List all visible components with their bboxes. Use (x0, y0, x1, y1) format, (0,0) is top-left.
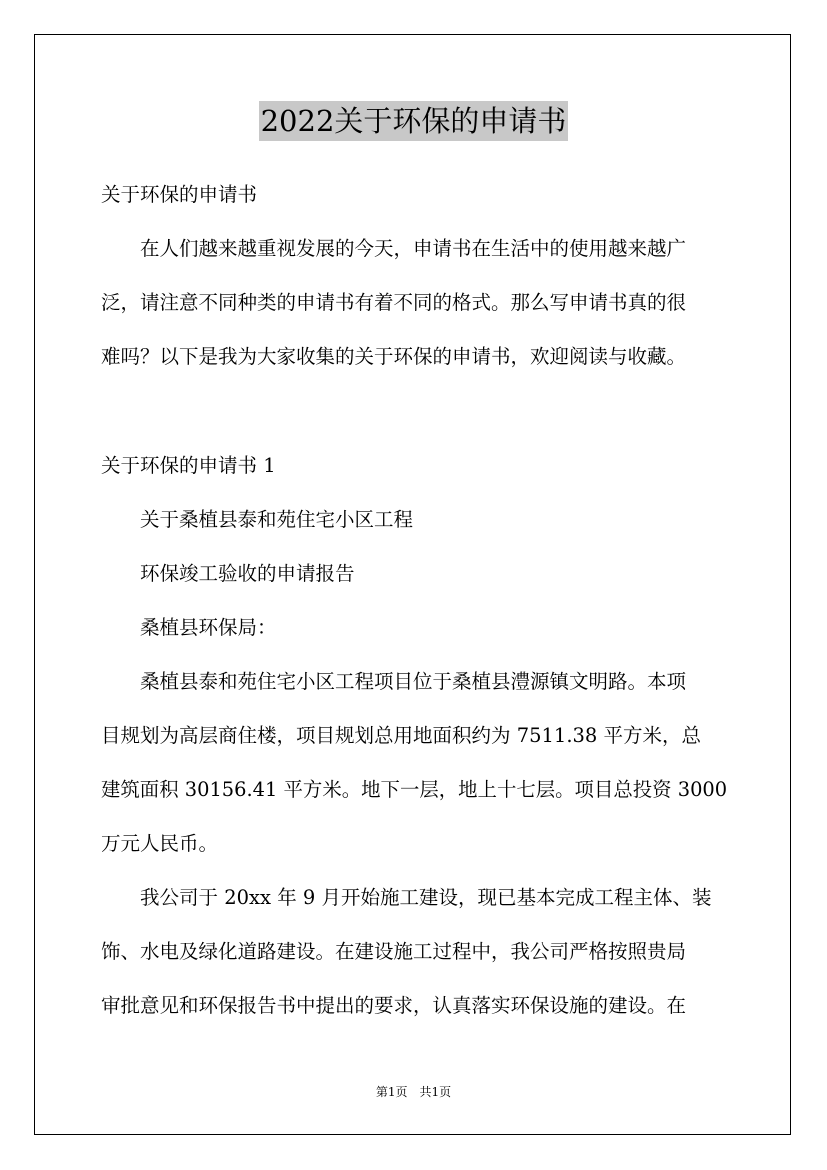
paragraph-2-line-2: 饰、水电及绿化道路建设。在建设施工过程中，我公司严格按照贵局 (101, 940, 687, 963)
intro-line-1 (101, 236, 725, 262)
letter-heading-2: 环保竣工验收的申请报告 (101, 562, 355, 585)
title-container (0, 101, 827, 141)
page-number-text: 第1页 共1页 (375, 1085, 452, 1099)
intro-line-2 (101, 290, 725, 316)
page-footer (0, 1084, 827, 1100)
paragraph-1-line-2: 目规划为高层商住楼，项目规划总用地面积约为 7511.38 平方米，总 (101, 724, 702, 747)
section-heading: 关于环保的申请书 1 (101, 454, 276, 477)
paragraph-1-line-1: 桑植县泰和苑住宅小区工程项目位于桑植县澧源镇文明路。本项 (101, 670, 687, 693)
intro-line-1-text: 在人们越来越重视发展的今天，申请书在生活中的使用越来越广 (101, 237, 687, 260)
recipient: 桑植县环保局： (101, 616, 277, 639)
document-title: 2022关于环保的申请书 (259, 101, 569, 141)
intro-line-3: 难吗？以下是我为大家收集的关于环保的申请书，欢迎阅读与收藏。 (101, 345, 687, 368)
paragraph-2-line-1: 我公司于 20xx 年 9 月开始施工建设，现已基本完成工程主体、装 (101, 886, 712, 909)
document-subtitle: 关于环保的申请书 (101, 183, 258, 206)
paragraph-1-line-4: 万元人民币。 (101, 832, 219, 855)
letter-heading-1: 关于桑植县泰和苑住宅小区工程 (101, 508, 414, 531)
paragraph-1-line-3: 建筑面积 30156.41 平方米。地下一层，地上十七层。项目总投资 3000 (101, 778, 728, 801)
intro-line-2-text: 泛，请注意不同种类的申请书有着不同的格式。那么写申请书真的很 (101, 291, 687, 314)
paragraph-2-line-3: 审批意见和环保报告书中提出的要求，认真落实环保设施的建设。在 (101, 994, 687, 1017)
